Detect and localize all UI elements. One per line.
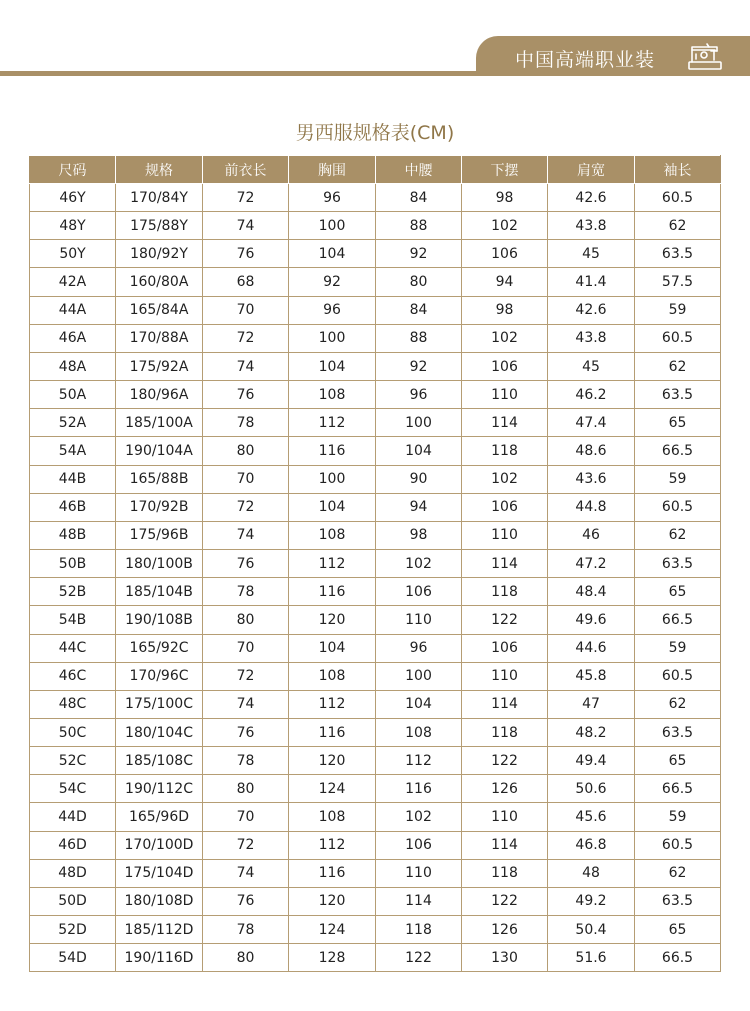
table-cell: 165/84A bbox=[116, 296, 203, 324]
table-cell: 175/100C bbox=[116, 690, 203, 718]
table-cell: 66.5 bbox=[635, 437, 721, 465]
table-cell: 112 bbox=[376, 747, 462, 775]
table-cell: 114 bbox=[376, 887, 462, 915]
table-cell: 118 bbox=[462, 859, 548, 887]
table-cell: 43.8 bbox=[548, 324, 635, 352]
table-cell: 110 bbox=[376, 606, 462, 634]
table-row bbox=[30, 747, 721, 775]
table-cell: 76 bbox=[203, 550, 289, 578]
table-cell: 170/96C bbox=[116, 662, 203, 690]
table-cell: 74 bbox=[203, 352, 289, 380]
table-row bbox=[30, 296, 721, 324]
table-cell: 180/96A bbox=[116, 381, 203, 409]
table-body bbox=[30, 184, 721, 972]
table-cell: 165/96D bbox=[116, 803, 203, 831]
table-cell: 48 bbox=[548, 859, 635, 887]
table-cell: 100 bbox=[376, 662, 462, 690]
table-cell: 100 bbox=[376, 409, 462, 437]
column-header: 中腰 bbox=[376, 156, 462, 184]
table-cell: 106 bbox=[462, 240, 548, 268]
table-cell: 104 bbox=[289, 493, 376, 521]
table-cell: 66.5 bbox=[635, 606, 721, 634]
table-cell: 74 bbox=[203, 690, 289, 718]
table-cell: 126 bbox=[462, 775, 548, 803]
table-cell: 96 bbox=[289, 296, 376, 324]
table-cell: 48C bbox=[30, 690, 116, 718]
table-cell: 84 bbox=[376, 184, 462, 212]
table-cell: 44.6 bbox=[548, 634, 635, 662]
table-cell: 63.5 bbox=[635, 381, 721, 409]
table-cell: 114 bbox=[462, 409, 548, 437]
table-cell: 70 bbox=[203, 634, 289, 662]
table-row bbox=[30, 212, 721, 240]
table-cell: 100 bbox=[289, 465, 376, 493]
table-cell: 104 bbox=[289, 240, 376, 268]
table-cell: 42.6 bbox=[548, 296, 635, 324]
table-cell: 108 bbox=[289, 662, 376, 690]
table-cell: 44.8 bbox=[548, 493, 635, 521]
table-cell: 124 bbox=[289, 775, 376, 803]
table-cell: 65 bbox=[635, 747, 721, 775]
table-cell: 108 bbox=[289, 381, 376, 409]
table-cell: 74 bbox=[203, 859, 289, 887]
table-row bbox=[30, 352, 721, 380]
table-cell: 170/92B bbox=[116, 493, 203, 521]
table-cell: 106 bbox=[462, 493, 548, 521]
table-cell: 50Y bbox=[30, 240, 116, 268]
table-cell: 122 bbox=[462, 747, 548, 775]
column-header: 下摆 bbox=[462, 156, 548, 184]
table-cell: 106 bbox=[376, 831, 462, 859]
table-cell: 104 bbox=[376, 437, 462, 465]
table-cell: 45 bbox=[548, 240, 635, 268]
table-cell: 47.2 bbox=[548, 550, 635, 578]
table-cell: 92 bbox=[289, 268, 376, 296]
table-cell: 48A bbox=[30, 352, 116, 380]
table-cell: 52B bbox=[30, 578, 116, 606]
table-cell: 102 bbox=[376, 803, 462, 831]
table-cell: 112 bbox=[289, 550, 376, 578]
table-cell: 70 bbox=[203, 296, 289, 324]
table-cell: 59 bbox=[635, 634, 721, 662]
table-cell: 70 bbox=[203, 803, 289, 831]
table-cell: 104 bbox=[289, 634, 376, 662]
table-cell: 44B bbox=[30, 465, 116, 493]
table-cell: 59 bbox=[635, 465, 721, 493]
table-cell: 54C bbox=[30, 775, 116, 803]
table-cell: 45.8 bbox=[548, 662, 635, 690]
table-row bbox=[30, 944, 721, 972]
table-cell: 65 bbox=[635, 916, 721, 944]
table-cell: 80 bbox=[203, 437, 289, 465]
table-row bbox=[30, 831, 721, 859]
table-cell: 59 bbox=[635, 803, 721, 831]
table-cell: 62 bbox=[635, 352, 721, 380]
table-cell: 48B bbox=[30, 521, 116, 549]
table-cell: 50C bbox=[30, 718, 116, 746]
table-cell: 48.6 bbox=[548, 437, 635, 465]
table-cell: 124 bbox=[289, 916, 376, 944]
table-cell: 98 bbox=[462, 184, 548, 212]
table-cell: 94 bbox=[376, 493, 462, 521]
table-cell: 110 bbox=[462, 381, 548, 409]
table-cell: 63.5 bbox=[635, 550, 721, 578]
table-cell: 90 bbox=[376, 465, 462, 493]
column-header: 尺码 bbox=[30, 156, 116, 184]
table-cell: 63.5 bbox=[635, 887, 721, 915]
table-cell: 96 bbox=[289, 184, 376, 212]
table-cell: 106 bbox=[376, 578, 462, 606]
table-row bbox=[30, 184, 721, 212]
table-cell: 42.6 bbox=[548, 184, 635, 212]
table-cell: 100 bbox=[289, 212, 376, 240]
table-row bbox=[30, 690, 721, 718]
table-cell: 46A bbox=[30, 324, 116, 352]
table-cell: 128 bbox=[289, 944, 376, 972]
table-cell: 106 bbox=[462, 634, 548, 662]
table-cell: 100 bbox=[289, 324, 376, 352]
table-row bbox=[30, 859, 721, 887]
table-cell: 112 bbox=[289, 690, 376, 718]
table-cell: 46Y bbox=[30, 184, 116, 212]
table-cell: 122 bbox=[376, 944, 462, 972]
table-cell: 120 bbox=[289, 606, 376, 634]
table-cell: 180/108D bbox=[116, 887, 203, 915]
table-cell: 96 bbox=[376, 381, 462, 409]
table-row bbox=[30, 493, 721, 521]
table-cell: 63.5 bbox=[635, 718, 721, 746]
table-cell: 80 bbox=[203, 775, 289, 803]
table-cell: 41.4 bbox=[548, 268, 635, 296]
table-cell: 170/88A bbox=[116, 324, 203, 352]
table-cell: 66.5 bbox=[635, 775, 721, 803]
table-cell: 120 bbox=[289, 747, 376, 775]
table-cell: 116 bbox=[289, 437, 376, 465]
table-cell: 66.5 bbox=[635, 944, 721, 972]
table-cell: 48D bbox=[30, 859, 116, 887]
table-cell: 54A bbox=[30, 437, 116, 465]
table-row bbox=[30, 465, 721, 493]
table-cell: 62 bbox=[635, 859, 721, 887]
table-cell: 102 bbox=[376, 550, 462, 578]
table-row bbox=[30, 718, 721, 746]
table-row bbox=[30, 887, 721, 915]
table-row bbox=[30, 268, 721, 296]
table-cell: 104 bbox=[376, 690, 462, 718]
table-cell: 51.6 bbox=[548, 944, 635, 972]
table-cell: 48Y bbox=[30, 212, 116, 240]
table-cell: 180/104C bbox=[116, 718, 203, 746]
table-cell: 46D bbox=[30, 831, 116, 859]
table-row bbox=[30, 437, 721, 465]
table-cell: 72 bbox=[203, 831, 289, 859]
table-cell: 76 bbox=[203, 718, 289, 746]
table-cell: 170/100D bbox=[116, 831, 203, 859]
table-cell: 190/116D bbox=[116, 944, 203, 972]
table-cell: 60.5 bbox=[635, 831, 721, 859]
table-cell: 122 bbox=[462, 887, 548, 915]
table-cell: 110 bbox=[462, 521, 548, 549]
table-cell: 49.2 bbox=[548, 887, 635, 915]
table-cell: 190/112C bbox=[116, 775, 203, 803]
table-cell: 62 bbox=[635, 212, 721, 240]
table-cell: 108 bbox=[289, 521, 376, 549]
table-cell: 175/104D bbox=[116, 859, 203, 887]
table-cell: 74 bbox=[203, 212, 289, 240]
table-cell: 118 bbox=[462, 718, 548, 746]
table-cell: 112 bbox=[289, 831, 376, 859]
table-cell: 78 bbox=[203, 747, 289, 775]
table-cell: 46.8 bbox=[548, 831, 635, 859]
table-cell: 46.2 bbox=[548, 381, 635, 409]
table-cell: 65 bbox=[635, 578, 721, 606]
table-cell: 72 bbox=[203, 324, 289, 352]
table-cell: 126 bbox=[462, 916, 548, 944]
table-cell: 122 bbox=[462, 606, 548, 634]
table-cell: 46B bbox=[30, 493, 116, 521]
table-row bbox=[30, 240, 721, 268]
brand-title: 中国高端职业装 bbox=[515, 49, 656, 71]
table-cell: 65 bbox=[635, 409, 721, 437]
table-cell: 110 bbox=[462, 662, 548, 690]
table-row bbox=[30, 775, 721, 803]
table-cell: 45.6 bbox=[548, 803, 635, 831]
table-row bbox=[30, 662, 721, 690]
table-cell: 78 bbox=[203, 578, 289, 606]
table-cell: 43.8 bbox=[548, 212, 635, 240]
column-header: 肩宽 bbox=[548, 156, 635, 184]
table-cell: 80 bbox=[203, 944, 289, 972]
table-cell: 110 bbox=[376, 859, 462, 887]
table-cell: 49.4 bbox=[548, 747, 635, 775]
table-row bbox=[30, 634, 721, 662]
table-cell: 112 bbox=[289, 409, 376, 437]
table-cell: 72 bbox=[203, 184, 289, 212]
table-cell: 180/92Y bbox=[116, 240, 203, 268]
table-cell: 47 bbox=[548, 690, 635, 718]
table-cell: 60.5 bbox=[635, 662, 721, 690]
table-cell: 116 bbox=[289, 578, 376, 606]
table-cell: 76 bbox=[203, 887, 289, 915]
table-cell: 185/112D bbox=[116, 916, 203, 944]
table-cell: 116 bbox=[376, 775, 462, 803]
table-cell: 175/88Y bbox=[116, 212, 203, 240]
table-cell: 60.5 bbox=[635, 493, 721, 521]
table-cell: 106 bbox=[462, 352, 548, 380]
table-row bbox=[30, 916, 721, 944]
table-cell: 62 bbox=[635, 690, 721, 718]
table-row bbox=[30, 381, 721, 409]
table-cell: 180/100B bbox=[116, 550, 203, 578]
table-cell: 57.5 bbox=[635, 268, 721, 296]
table-cell: 88 bbox=[376, 324, 462, 352]
table-cell: 78 bbox=[203, 409, 289, 437]
table-cell: 44A bbox=[30, 296, 116, 324]
table-cell: 46 bbox=[548, 521, 635, 549]
table-row bbox=[30, 578, 721, 606]
table-cell: 118 bbox=[376, 916, 462, 944]
table-cell: 74 bbox=[203, 521, 289, 549]
table-header-row bbox=[30, 156, 721, 184]
table-cell: 175/92A bbox=[116, 352, 203, 380]
table-cell: 108 bbox=[376, 718, 462, 746]
table-cell: 96 bbox=[376, 634, 462, 662]
table-cell: 102 bbox=[462, 212, 548, 240]
table-cell: 160/80A bbox=[116, 268, 203, 296]
column-header: 前衣长 bbox=[203, 156, 289, 184]
column-header: 袖长 bbox=[635, 156, 721, 184]
table-cell: 165/88B bbox=[116, 465, 203, 493]
table-cell: 76 bbox=[203, 240, 289, 268]
table-cell: 130 bbox=[462, 944, 548, 972]
table-cell: 48.4 bbox=[548, 578, 635, 606]
table-cell: 59 bbox=[635, 296, 721, 324]
table-row bbox=[30, 521, 721, 549]
table-cell: 98 bbox=[376, 521, 462, 549]
table-row bbox=[30, 550, 721, 578]
table-cell: 60.5 bbox=[635, 324, 721, 352]
sewing-machine-icon bbox=[687, 41, 723, 71]
table-cell: 47.4 bbox=[548, 409, 635, 437]
table-cell: 185/104B bbox=[116, 578, 203, 606]
table-cell: 42A bbox=[30, 268, 116, 296]
table-cell: 60.5 bbox=[635, 184, 721, 212]
table-cell: 52C bbox=[30, 747, 116, 775]
table-cell: 70 bbox=[203, 465, 289, 493]
table-cell: 45 bbox=[548, 352, 635, 380]
table-cell: 116 bbox=[289, 718, 376, 746]
column-header: 规格 bbox=[116, 156, 203, 184]
table-cell: 68 bbox=[203, 268, 289, 296]
table-row bbox=[30, 606, 721, 634]
table-cell: 185/100A bbox=[116, 409, 203, 437]
table-cell: 92 bbox=[376, 352, 462, 380]
table-cell: 118 bbox=[462, 578, 548, 606]
table-cell: 50.6 bbox=[548, 775, 635, 803]
table-cell: 116 bbox=[289, 859, 376, 887]
table-cell: 170/84Y bbox=[116, 184, 203, 212]
table-row bbox=[30, 324, 721, 352]
table-cell: 63.5 bbox=[635, 240, 721, 268]
table-cell: 46C bbox=[30, 662, 116, 690]
table-cell: 108 bbox=[289, 803, 376, 831]
table-cell: 52D bbox=[30, 916, 116, 944]
table-cell: 88 bbox=[376, 212, 462, 240]
column-header: 胸围 bbox=[289, 156, 376, 184]
table-cell: 76 bbox=[203, 381, 289, 409]
table-cell: 185/108C bbox=[116, 747, 203, 775]
table-cell: 50B bbox=[30, 550, 116, 578]
table-cell: 48.2 bbox=[548, 718, 635, 746]
table-row bbox=[30, 803, 721, 831]
size-spec-table bbox=[29, 155, 721, 972]
table-cell: 49.6 bbox=[548, 606, 635, 634]
table-cell: 102 bbox=[462, 465, 548, 493]
table-cell: 43.6 bbox=[548, 465, 635, 493]
table-cell: 54D bbox=[30, 944, 116, 972]
table-cell: 120 bbox=[289, 887, 376, 915]
table-cell: 78 bbox=[203, 916, 289, 944]
table-cell: 72 bbox=[203, 493, 289, 521]
table-row bbox=[30, 409, 721, 437]
table-cell: 44C bbox=[30, 634, 116, 662]
table-cell: 104 bbox=[289, 352, 376, 380]
table-cell: 50.4 bbox=[548, 916, 635, 944]
table-cell: 52A bbox=[30, 409, 116, 437]
table-cell: 72 bbox=[203, 662, 289, 690]
table-cell: 102 bbox=[462, 324, 548, 352]
table-cell: 94 bbox=[462, 268, 548, 296]
table-cell: 80 bbox=[203, 606, 289, 634]
table-cell: 98 bbox=[462, 296, 548, 324]
table-cell: 80 bbox=[376, 268, 462, 296]
table-cell: 92 bbox=[376, 240, 462, 268]
table-cell: 50A bbox=[30, 381, 116, 409]
table-cell: 190/108B bbox=[116, 606, 203, 634]
table-cell: 84 bbox=[376, 296, 462, 324]
table-cell: 54B bbox=[30, 606, 116, 634]
table-cell: 114 bbox=[462, 550, 548, 578]
table-cell: 118 bbox=[462, 437, 548, 465]
table-cell: 165/92C bbox=[116, 634, 203, 662]
table-cell: 44D bbox=[30, 803, 116, 831]
table-cell: 62 bbox=[635, 521, 721, 549]
table-cell: 114 bbox=[462, 831, 548, 859]
table-cell: 110 bbox=[462, 803, 548, 831]
table-cell: 50D bbox=[30, 887, 116, 915]
table-cell: 190/104A bbox=[116, 437, 203, 465]
page-title: 男西服规格表(CM) bbox=[295, 122, 455, 144]
table-cell: 175/96B bbox=[116, 521, 203, 549]
table-cell: 114 bbox=[462, 690, 548, 718]
